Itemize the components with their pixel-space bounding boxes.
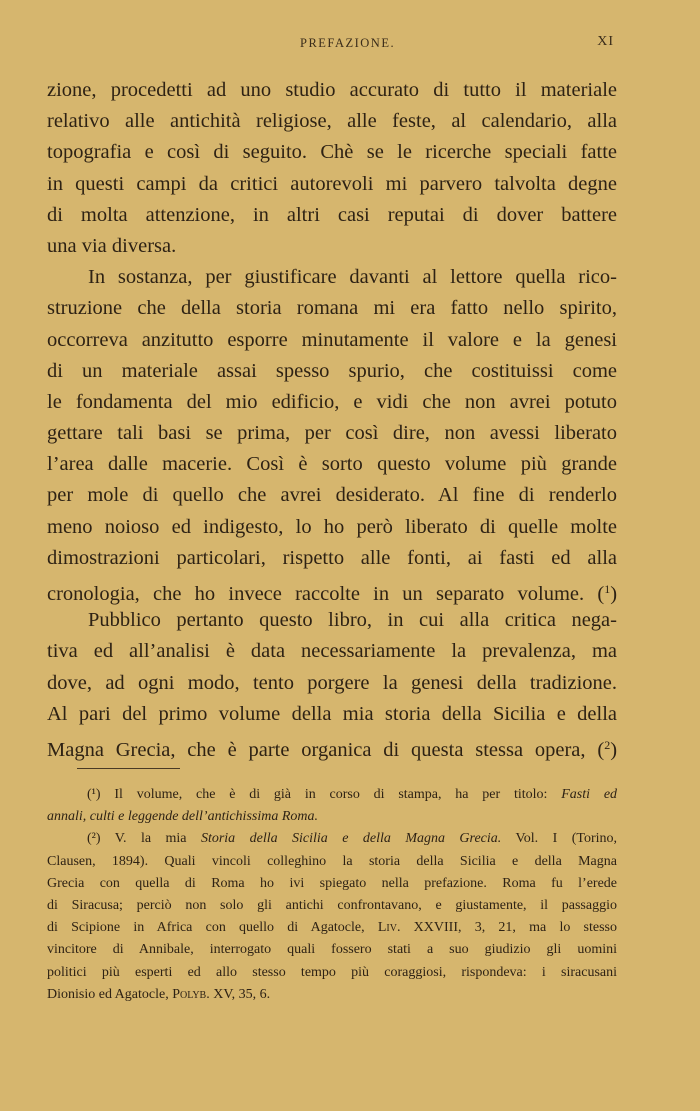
text-line: meno noioso ed indigesto, lo ho però liberato di quelle molte: [47, 515, 617, 538]
footnotes: [47, 784, 617, 1006]
text-line: per mole di quello che avrei desiderato. Al fine di renderlo: [47, 484, 617, 507]
text-line: occorreva anzitutto esporre minutamente il valore e la genesi: [47, 328, 617, 351]
text-segment: cronologia, che ho invece raccolte in un separato volume.: [47, 583, 585, 605]
footnote-ref-1: ($^1$): [597, 582, 617, 605]
page-header: [0, 36, 700, 56]
footnote-2-line: di Siracusa; perciò non solo gli antichi confrontavano, e giustamente, il passaggio: [47, 897, 617, 913]
text-line: topografia e così di seguito. Chè se le ricerche speciali fatte: [47, 141, 617, 164]
text-line: In sostanza, per giustificare davanti al lettore quella rico-: [88, 266, 617, 289]
text-line-with-note: [47, 730, 617, 761]
text-line: dimostrazioni particolari, rispetto alle fonti, ai fasti ed alla: [47, 546, 617, 569]
body-text: [47, 75, 617, 761]
text-line: relativo alle antichità religiose, alle feste, al calendario, alla: [47, 110, 617, 133]
footnote-1-line: (¹) Il volume, che è di già in corso di stampa, ha per titolo: Fasti ed: [87, 787, 617, 802]
text-line: struzione che della storia romana mi era fatto nello spirito,: [47, 297, 617, 320]
text-line: le fondamenta del mio edificio, e vidi che non avrei potuto: [47, 390, 617, 413]
footnote-2-line: vincitore di Annibale, interrogato quali fossero stati a suo giudizio gli uomini: [47, 942, 617, 958]
text-line: l’area dalle macerie. Così è sorto questo volume più grande: [47, 453, 617, 476]
source-abbrev: Polyb.: [172, 986, 210, 1002]
footnote-title: Fasti ed: [561, 787, 617, 802]
footnote-ref-2: ($^2$): [597, 737, 617, 761]
text-line: tiva ed all’analisi è data necessariamente la prevalenza, ma: [47, 640, 617, 663]
text-line: dove, ad ogni modo, tento porgere la genesi della tradizione.: [47, 671, 617, 694]
text-line: una via diversa.: [47, 234, 177, 257]
footnote-marker: (²): [87, 831, 101, 847]
footnote-marker: (¹): [87, 787, 101, 802]
text-line: in questi campi da critici autorevoli mi parvero talvolta degne: [47, 172, 617, 195]
footnote-rule: [77, 768, 180, 769]
footnote-2-line: Grecia con quella di Roma ho ivi spiegato nella prefazione. Roma fu l’erede: [47, 875, 617, 891]
page-number: XI: [597, 34, 614, 49]
footnote-2-line: di Scipione in Africa con quello di Agatocle, Liv. XXVIII, 3, 21, ma lo stesso: [47, 920, 617, 936]
text-line: gettare tali basi se prima, per così dire, non avessi liberato: [47, 422, 617, 445]
text-line: di molta attenzione, in altri casi reputai di dover battere: [47, 203, 617, 226]
text-line: di un materiale assai spesso spurio, che costituissi come: [47, 359, 617, 382]
footnote-title: Storia della Sicilia e della Magna Grecia.: [200, 831, 502, 847]
text-segment: Magna Grecia, che è parte organica di questa stessa opera,: [47, 738, 586, 761]
text-line: Al pari del primo volume della mia storia della Sicilia e della: [47, 702, 617, 725]
footnote-2-line: politici più esperti ed allo stesso tempo più coraggiosi, rispondeva: i siracusani: [47, 964, 617, 980]
text-line: Pubblico pertanto questo libro, in cui alla critica nega-: [88, 609, 617, 632]
footnote-2-line: Dionisio ed Agatocle, Polyb. XV, 35, 6.: [47, 986, 271, 1002]
footnote-2-line: Clausen, 1894). Quali vincoli colleghino la storia della Sicilia e della Magna: [47, 853, 617, 869]
footnote-1-line: [47, 806, 617, 828]
text-line: zione, procedetti ad uno studio accurato di tutto il materiale: [47, 79, 617, 101]
text-line-with-note: [47, 574, 617, 605]
footnote-title: annali, culti e leggende dell’antichissima Roma.: [47, 809, 319, 825]
footnote-2-line: (²) V. la mia Storia della Sicilia e della Magna Grecia. Vol. I (Torino,: [87, 831, 617, 847]
source-abbrev: Liv.: [377, 920, 401, 936]
running-title: PREFAZIONE.: [300, 36, 396, 50]
